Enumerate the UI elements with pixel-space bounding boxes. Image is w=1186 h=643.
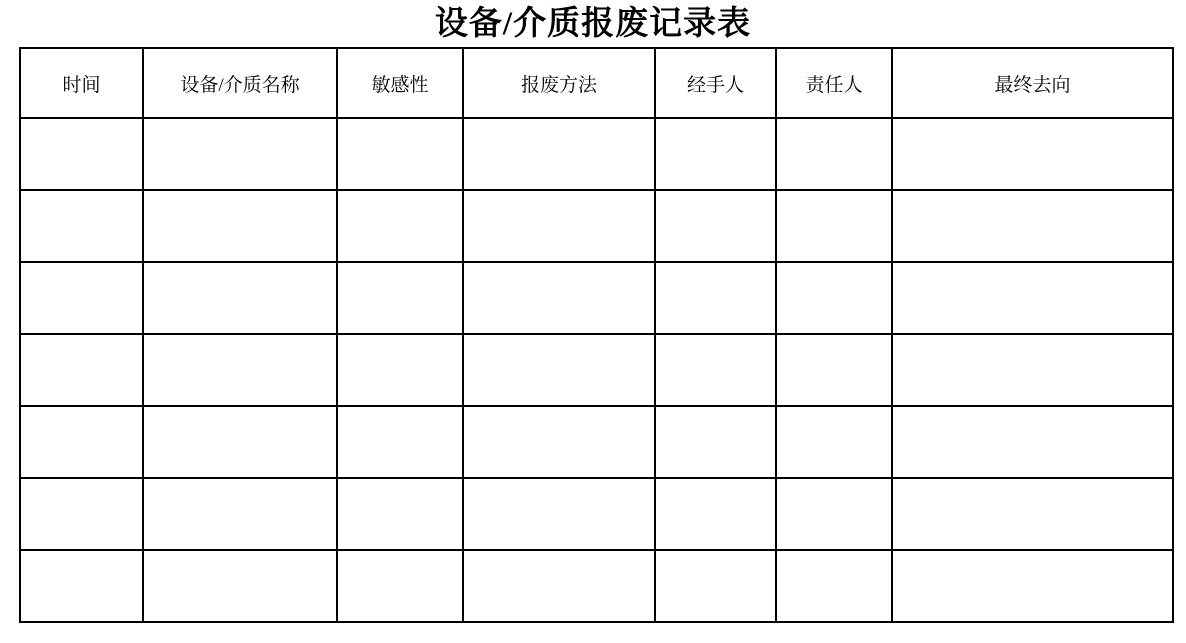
table-cell	[776, 334, 892, 406]
table-cell	[20, 118, 143, 190]
table-cell	[892, 190, 1173, 262]
table-cell	[892, 118, 1173, 190]
table-cell	[143, 478, 337, 550]
table-cell	[655, 334, 776, 406]
table-cell	[337, 262, 463, 334]
table-cell	[337, 334, 463, 406]
table-cell	[892, 550, 1173, 622]
table-cell	[20, 262, 143, 334]
table-cell	[776, 118, 892, 190]
table-cell	[463, 550, 655, 622]
table-cell	[20, 190, 143, 262]
table-cell	[143, 190, 337, 262]
table-row	[20, 478, 1173, 550]
table-body	[20, 118, 1173, 622]
table-cell	[20, 550, 143, 622]
disposal-record-table	[19, 47, 1174, 623]
table-row	[20, 262, 1173, 334]
table-cell	[776, 190, 892, 262]
table-cell	[463, 478, 655, 550]
table-cell	[337, 406, 463, 478]
table-cell	[143, 550, 337, 622]
table-cell	[776, 406, 892, 478]
table-cell	[655, 550, 776, 622]
table-cell	[463, 262, 655, 334]
table-cell	[463, 406, 655, 478]
table-cell	[463, 118, 655, 190]
table-row	[20, 550, 1173, 622]
column-header-handler: 经手人	[655, 48, 776, 118]
column-header-time: 时间	[20, 48, 143, 118]
table-cell	[892, 478, 1173, 550]
table-cell	[143, 262, 337, 334]
table-cell	[655, 262, 776, 334]
table-cell	[655, 190, 776, 262]
column-header-final-destination: 最终去向	[892, 48, 1173, 118]
table-cell	[655, 478, 776, 550]
page-title: 设备/介质报废记录表	[434, 6, 752, 42]
table-cell	[337, 118, 463, 190]
column-header-responsible-person: 责任人	[776, 48, 892, 118]
table-header-row	[20, 48, 1173, 118]
table-cell	[337, 190, 463, 262]
table-cell	[20, 406, 143, 478]
table-cell	[892, 262, 1173, 334]
table-cell	[655, 118, 776, 190]
table-row	[20, 334, 1173, 406]
table-cell	[20, 334, 143, 406]
table-cell	[463, 334, 655, 406]
column-header-device-media-name: 设备/介质名称	[143, 48, 337, 118]
table-cell	[143, 334, 337, 406]
column-header-disposal-method: 报废方法	[463, 48, 655, 118]
table-row	[20, 406, 1173, 478]
table-cell	[143, 118, 337, 190]
table-cell	[892, 334, 1173, 406]
table-cell	[655, 406, 776, 478]
table-cell	[337, 550, 463, 622]
table-cell	[776, 478, 892, 550]
table-cell	[776, 550, 892, 622]
table-cell	[892, 406, 1173, 478]
table-cell	[20, 478, 143, 550]
table-cell	[776, 262, 892, 334]
table-cell	[337, 478, 463, 550]
table-row	[20, 118, 1173, 190]
table-row	[20, 190, 1173, 262]
table-cell	[143, 406, 337, 478]
table-cell	[463, 190, 655, 262]
column-header-sensitivity: 敏感性	[337, 48, 463, 118]
